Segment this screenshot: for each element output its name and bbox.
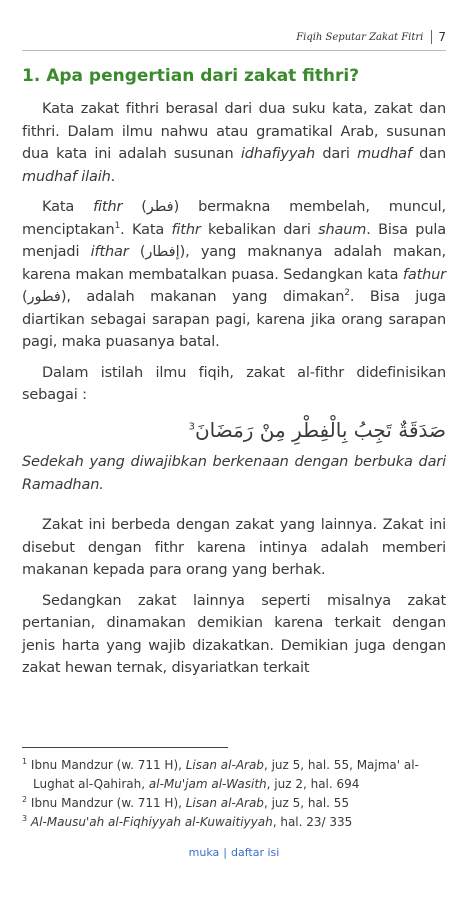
footnote-ref-2[interactable]: 2	[344, 288, 350, 299]
text-run: Ibnu Mandzur (w. 711 H),	[27, 758, 186, 772]
section-heading: 1. Apa pengertian dari zakat fithri?	[22, 66, 360, 86]
footnote-ref-1[interactable]: 1	[114, 220, 121, 231]
text-run: (إفطار), yang maknanya adalah makan, karena makan membatalkan puasa. Sedangkan kata	[22, 244, 446, 283]
text-run: Kata	[42, 199, 94, 215]
page-number: 7	[438, 30, 446, 44]
text-run: dari	[315, 146, 358, 162]
term-idhafiyyah: idhafiyyah	[240, 146, 316, 162]
text-run: . Bisa juga diartikan sebagai sarapan pagi, karena jika orang sarapan pagi, maka puasanya batal.	[22, 289, 447, 350]
term-ifthar: ifthar	[90, 244, 129, 260]
book-title-ref: Lisan al-Arab	[185, 796, 264, 810]
page-navigation	[0, 846, 468, 859]
text-run: dan	[411, 146, 446, 162]
header-rule	[22, 50, 446, 51]
term-fathur: fathur	[402, 266, 446, 283]
term-shaum: shaum	[318, 221, 367, 238]
paragraph-1	[22, 98, 446, 188]
footnote-3	[22, 813, 448, 832]
text-run: . Kata	[120, 221, 172, 238]
text-run: Kata zakat fithri berasal dari dua suku kata, zakat dan fithri. Dalam ilmu nahwu atau gramatikal Arab, susunan dua kata ini adalah susunan	[22, 101, 446, 162]
table-of-contents-link[interactable]: daftar isi	[231, 846, 280, 859]
footnotes	[22, 756, 448, 832]
text-run: Ibnu Mandzur (w. 711 H),	[27, 796, 186, 810]
term-fithr: fithr	[171, 221, 201, 238]
text-run: , hal. 23/ 335	[272, 815, 353, 829]
footnote-number: 3	[22, 814, 28, 823]
text-run: .	[110, 168, 116, 185]
text-run: (فطر) bermakna membelah, muncul, menciptakan	[22, 199, 447, 238]
term-mudhaf-ilaih: mudhaf ilaih	[22, 168, 111, 185]
text-run: , juz 5, hal. 55	[263, 796, 350, 810]
arabic-text: صَدَقَةٌ تَجِبُ بِالْفِطْرِ مِنْ رَمَضَانَ	[194, 417, 446, 442]
header-divider	[431, 30, 432, 44]
footnote-1	[22, 756, 448, 794]
footnote-ref-3[interactable]: 3	[188, 420, 195, 432]
text-run: . Bisa pula menjadi	[22, 221, 446, 260]
footnote-number: 2	[22, 795, 28, 804]
book-title-ref: al-Mu'jam al-Wasith	[148, 777, 267, 791]
running-header	[296, 28, 446, 46]
paragraph-3: Dalam istilah ilmu fiqih, zakat al-fithr didefinisikan sebagai :	[22, 364, 446, 403]
book-title-ref: Al-Mausu'ah al-Fiqhiyyah al-Kuwaitiyyah	[30, 815, 273, 829]
footnote-2	[22, 794, 448, 813]
definition-translation: Sedekah yang diwajibkan berkenaan dengan berbuka dari Ramadhan.	[22, 454, 446, 493]
text-run: , juz 2, hal. 694	[266, 777, 360, 791]
nav-separator: |	[223, 846, 227, 859]
book-title: Fiqih Seputar Zakat Fitri	[296, 31, 424, 43]
home-link[interactable]: muka	[188, 846, 220, 859]
paragraph-4: Zakat ini berbeda dengan zakat yang lainnya. Zakat ini disebut dengan fithr karena intinya adalah memberi makanan kepada para orang yang berhak.	[22, 517, 446, 578]
paragraph-5: Sedangkan zakat lainnya seperti misalnya zakat pertanian, dinamakan demikian karena terkait dengan jenis harta yang wajib dizakatkan. Demikian juga dengan zakat hewan ternak, disyariatkan terkait	[22, 592, 446, 676]
paragraph-2	[22, 196, 446, 354]
term-mudhaf: mudhaf	[357, 146, 412, 162]
text-run: kebalikan dari	[200, 221, 319, 238]
term-fithr: fithr	[93, 199, 123, 215]
footnote-rule	[22, 747, 228, 748]
text-run: , juz 5, hal. 55, Majma' al-Lughat al-Qahirah,	[33, 758, 419, 791]
text-run: (فطور), adalah makanan yang dimakan	[22, 289, 345, 305]
book-title-ref: Lisan al-Arab	[185, 758, 264, 772]
arabic-definition	[22, 419, 446, 442]
footnote-number: 1	[22, 757, 28, 766]
body-text	[22, 98, 446, 688]
